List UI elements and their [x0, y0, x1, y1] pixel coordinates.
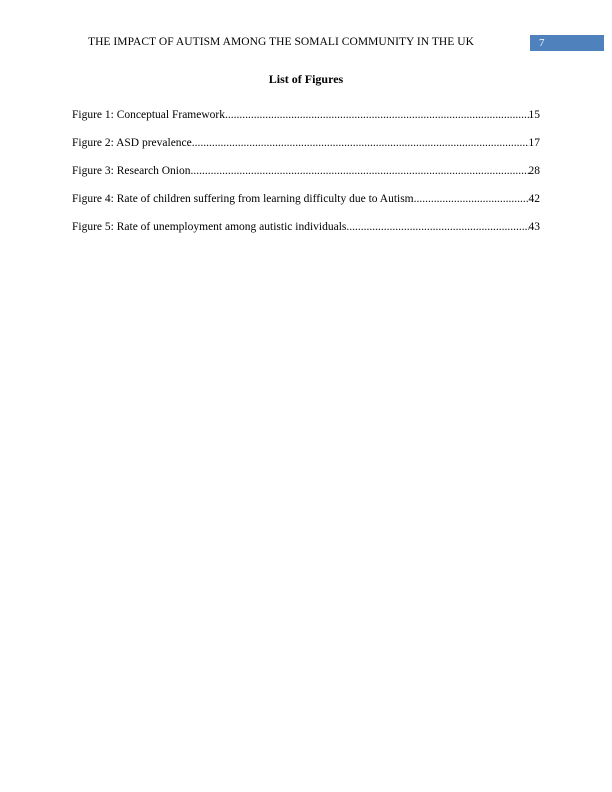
figure-entry-label: Figure 5: Rate of unemployment among autistic individuals	[72, 221, 347, 233]
running-header-title: THE IMPACT OF AUTISM AMONG THE SOMALI COMMUNITY IN THE UK	[88, 36, 474, 48]
dot-leader	[191, 165, 529, 177]
figure-entry-label: Figure 4: Rate of children suffering from learning difficulty due to Autism	[72, 193, 414, 205]
page-number-badge	[530, 35, 604, 51]
dot-leader	[225, 109, 529, 121]
figure-entry-3[interactable]	[72, 165, 540, 193]
figure-entry-page: 15	[528, 109, 540, 121]
figure-entry-page: 17	[528, 137, 540, 149]
dot-leader	[346, 221, 528, 233]
figure-entry-4[interactable]	[72, 193, 540, 221]
figure-entry-page: 42	[528, 193, 540, 205]
list-of-figures-heading: List of Figures	[268, 72, 344, 86]
figure-entry-5[interactable]	[72, 221, 540, 249]
figure-entry-1[interactable]	[72, 109, 540, 137]
figure-entry-label: Figure 3: Research Onion	[72, 165, 191, 177]
figure-entry-2[interactable]	[72, 137, 540, 165]
page-number: 7	[539, 37, 545, 49]
figure-list	[72, 109, 540, 249]
dot-leader	[414, 193, 529, 205]
dot-leader	[192, 137, 529, 149]
figure-entry-label: Figure 2: ASD prevalence	[72, 137, 192, 149]
figure-entry-page: 28	[528, 165, 540, 177]
figure-entry-label: Figure 1: Conceptual Framework	[72, 109, 225, 121]
figure-entry-page: 43	[528, 221, 540, 233]
